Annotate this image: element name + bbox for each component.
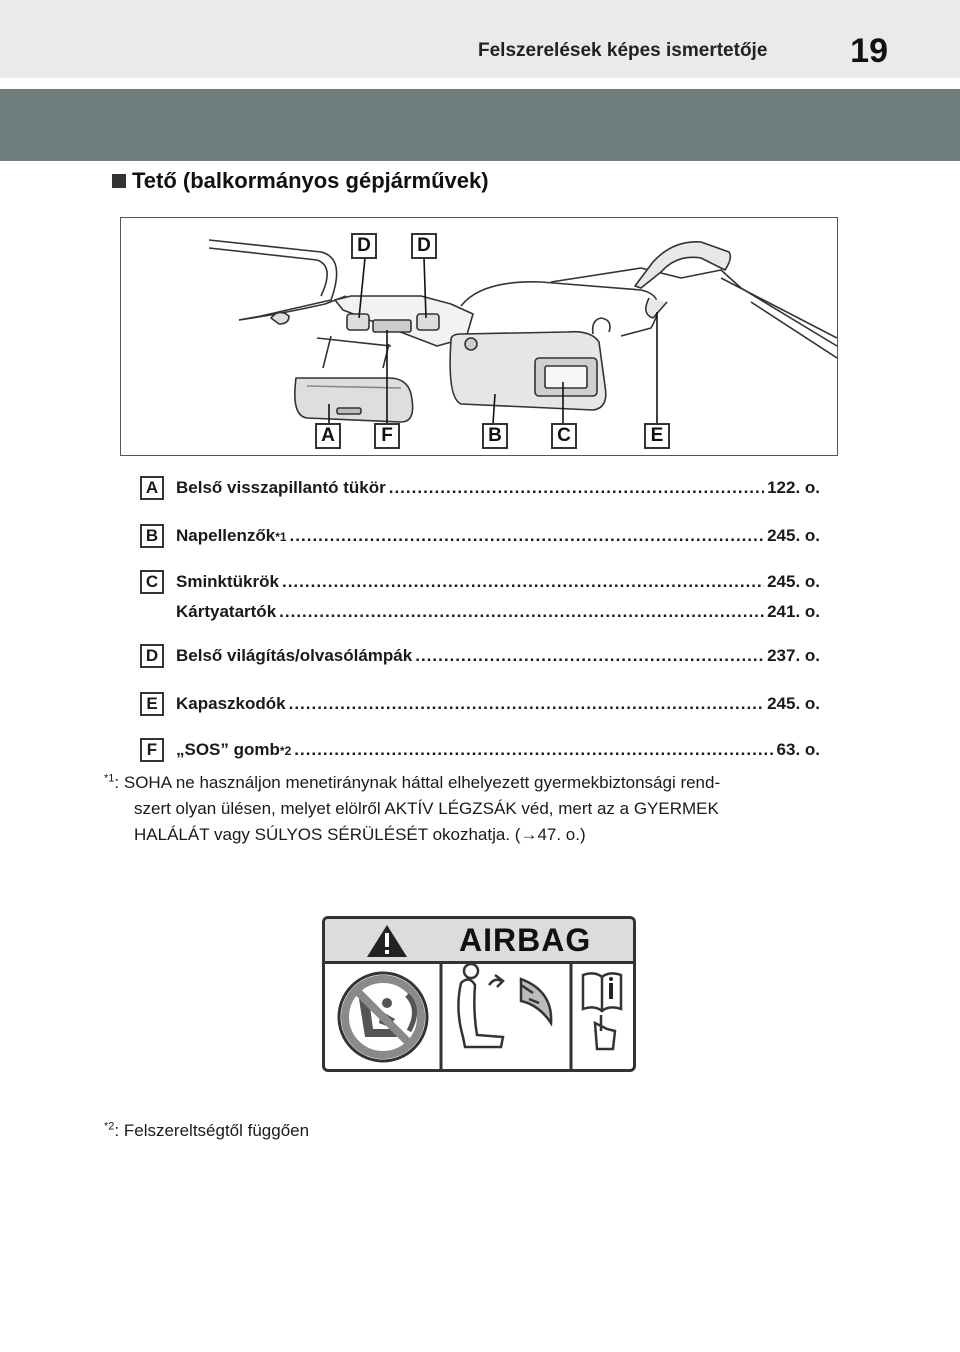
warning-triangle-icon xyxy=(367,925,407,957)
owners-manual-icon xyxy=(583,973,621,1049)
no-rear-facing-child-seat-icon xyxy=(339,973,427,1061)
legend-item-c xyxy=(140,568,820,594)
page-number: 19 xyxy=(850,32,888,70)
legend-page: 245. o. xyxy=(767,526,820,545)
footnote-2 xyxy=(104,1118,309,1144)
top-header-bar xyxy=(0,0,960,78)
legend-label: Napellenzők xyxy=(176,526,276,545)
legend-key: F xyxy=(140,738,164,762)
footnote-text: : Felszereltségtől függően xyxy=(114,1121,310,1140)
footnote-text: : SOHA ne használjon menetiránynak háttal elhelyezett gyermekbiztonsági rend- xyxy=(114,773,721,792)
diagram-label-a: A xyxy=(315,423,341,449)
airbag-label-title: AIRBAG xyxy=(459,922,592,958)
footnote-text-line2: szert olyan ülésen, melyet elölről AKTÍV LÉGZSÁK véd, mert az a GYERMEK xyxy=(134,799,719,818)
legend-item-e xyxy=(140,690,820,716)
diagram-label-c: C xyxy=(551,423,577,449)
legend-key: C xyxy=(140,570,164,594)
legend-page: 241. o. xyxy=(767,602,820,621)
diagram-label-e: E xyxy=(644,423,670,449)
legend-label: „SOS” gomb xyxy=(176,740,280,759)
legend-page: 245. o. xyxy=(767,694,820,713)
bullet-square-icon xyxy=(112,174,126,188)
section-title-text: Tető (balkormányos gépjárművek) xyxy=(132,168,489,193)
legend-page: 245. o. xyxy=(767,572,820,591)
footnote-marker: *2 xyxy=(104,1120,115,1133)
seat-airbag-icon xyxy=(458,964,551,1047)
legend-label: Kapaszkodók xyxy=(176,694,286,713)
footnote-1 xyxy=(104,770,844,848)
legend-item-b: B Napellenzők *1 ..... 245. o. xyxy=(140,522,820,548)
legend-item-a xyxy=(140,474,820,500)
legend-page: 63. o. xyxy=(776,740,820,759)
roof-illustration xyxy=(121,218,837,455)
header-title: Felszerelések képes ismertetője xyxy=(478,40,768,61)
section-title xyxy=(112,168,489,194)
legend-key: E xyxy=(140,692,164,716)
diagram-label-d1: D xyxy=(351,233,377,259)
diagram-label-d2: D xyxy=(411,233,437,259)
legend-key: B xyxy=(140,524,164,548)
airbag-warning-label xyxy=(322,916,636,1072)
roof-diagram xyxy=(120,217,838,456)
legend-label: Belső világítás/olvasólámpák xyxy=(176,646,413,665)
legend-item-d xyxy=(140,642,820,668)
header-band xyxy=(0,89,960,161)
legend-page: 237. o. xyxy=(767,646,820,665)
legend-page: 122. o. xyxy=(767,478,820,497)
diagram-label-b: B xyxy=(482,423,508,449)
legend-item-c-sub xyxy=(140,598,820,624)
legend-label: Belső visszapillantó tükör xyxy=(176,478,386,497)
legend-label: Sminktükrök xyxy=(176,572,279,591)
legend-key: A xyxy=(140,476,164,500)
footnote-marker: *1 xyxy=(104,772,115,785)
legend-label: Kártyatartók xyxy=(176,602,277,621)
diagram-label-f: F xyxy=(374,423,400,449)
footnote-text-line3: HALÁLÁT vagy SÚLYOS SÉRÜLÉSÉT okozhatja. (→47. o.) xyxy=(134,825,586,844)
airbag-pictograms xyxy=(325,919,633,1069)
legend-item-f: F „SOS” gomb *2 ..... 63. o. xyxy=(140,736,820,762)
legend-key: D xyxy=(140,644,164,668)
